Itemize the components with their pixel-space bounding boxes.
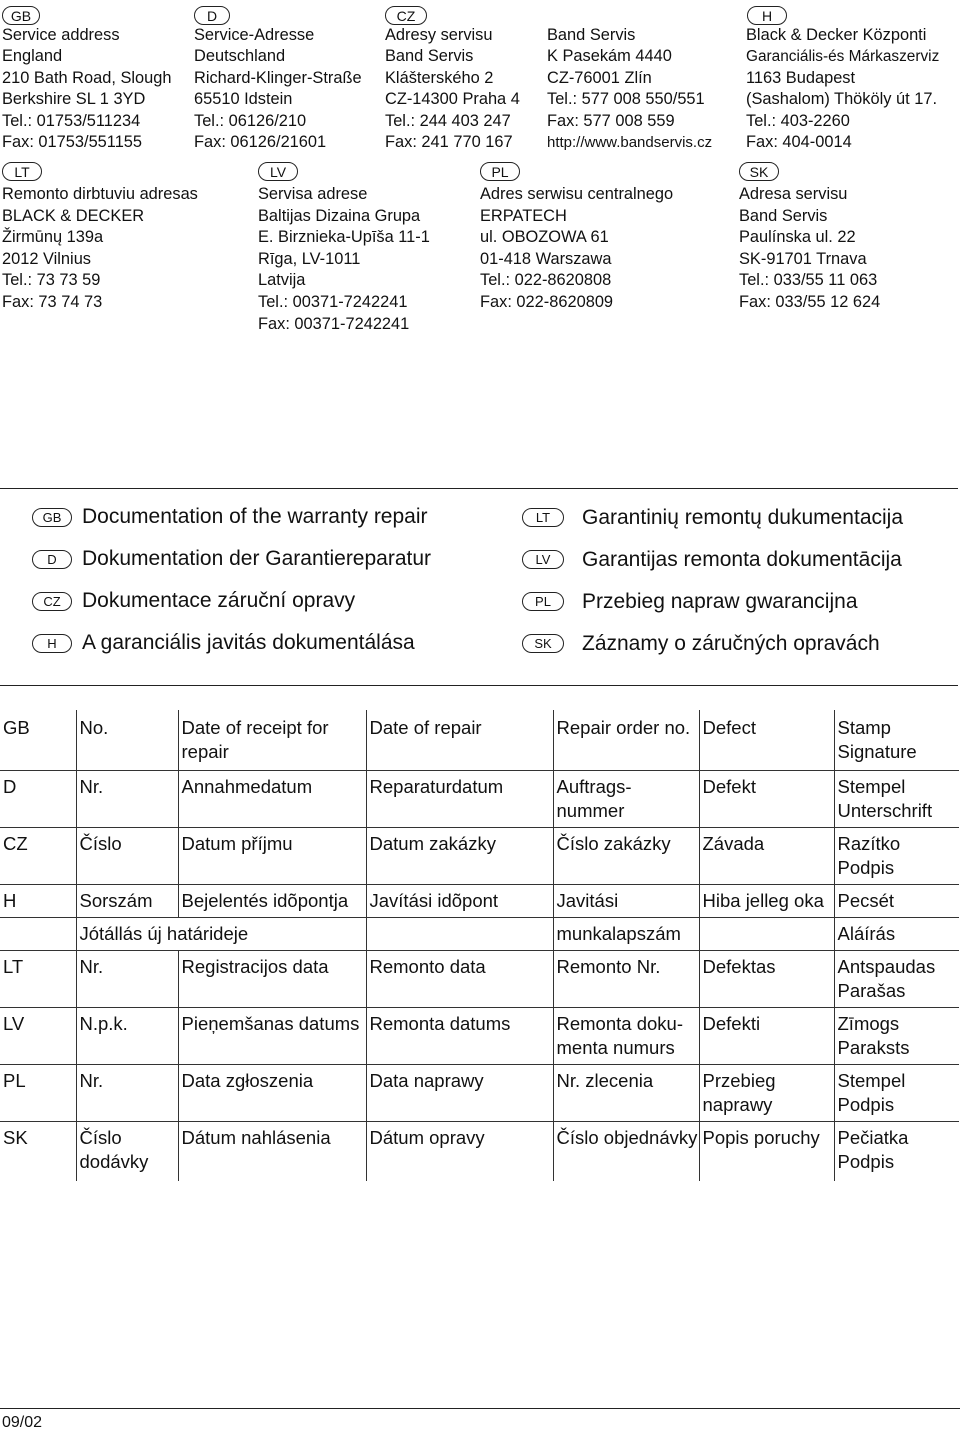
address-line: Latvija xyxy=(258,271,306,290)
defect-cell: Defekt xyxy=(699,770,834,827)
website-link: http://www.bandservis.cz xyxy=(547,133,713,151)
address-line: 210 Bath Road, Slough xyxy=(2,68,172,87)
address-line: Remonto dirbtuviu adresas xyxy=(2,185,198,203)
address-line: Service-Adresse xyxy=(194,26,315,44)
country-badge-sk: SK xyxy=(739,162,779,181)
defect-cell: Závada xyxy=(699,827,834,884)
country-badge-lt: LT xyxy=(522,508,564,527)
address-line: SK-91701 Trnava xyxy=(739,249,867,268)
number-cell: Jótállás új határideje xyxy=(76,917,366,950)
address-line: Deutschland xyxy=(194,47,286,66)
receipt-date-cell: Bejelentés idõpontja xyxy=(178,884,366,917)
defect-cell: Defect xyxy=(699,710,834,770)
number-cell: No. xyxy=(76,710,178,770)
doc-title-text: Garantinių remontų dukumentacija xyxy=(582,506,904,529)
address-line: Fax: 00371-7242241 xyxy=(258,314,410,333)
address-line: BLACK & DECKER xyxy=(2,206,145,225)
order-number-cell: Číslo zakázky xyxy=(553,827,699,884)
address-line: Paulínska ul. 22 xyxy=(739,228,856,247)
country-code-cell: GB xyxy=(0,710,76,770)
country-code-cell: SK xyxy=(3,1126,28,1148)
repair-date-cell: Datum zakázky xyxy=(366,827,553,884)
address-line: Fax: 01753/551155 xyxy=(2,132,143,151)
address-line: Fax: 577 008 559 xyxy=(547,111,675,130)
defect-cell: Przebieg naprawy xyxy=(699,1064,834,1121)
stamp-signature-cell: Pečiatka Podpis xyxy=(834,1121,959,1181)
order-number-cell: Repair order no. xyxy=(553,710,699,770)
stamp-signature-cell: Pecsét xyxy=(834,884,959,917)
address-line: E. Birznieka-Upīša 11-1 xyxy=(258,228,430,247)
receipt-date-cell: Pieņemšanas datums xyxy=(178,1007,366,1064)
address-line: K Pasekám 4440 xyxy=(547,47,672,66)
address-line: Tel.: 403-2260 xyxy=(746,111,850,130)
address-line: England xyxy=(2,47,63,66)
number-cell: Nr. xyxy=(76,770,178,827)
address-line: CZ-14300 Praha 4 xyxy=(385,90,520,109)
country-code-cell: LT xyxy=(0,950,76,1007)
defect-cell: Defektas xyxy=(699,950,834,1007)
number-cell: N.p.k. xyxy=(76,1007,178,1064)
address-line: Klášterského 2 xyxy=(385,68,494,87)
number-cell: Nr. xyxy=(76,1064,178,1121)
address-line: (Sashalom) Thököly út 17. xyxy=(746,90,938,109)
table-row xyxy=(0,950,959,1007)
address-line: Žirmūnų 139a xyxy=(2,228,104,247)
table-row xyxy=(0,770,959,827)
address-line: Servisa adrese xyxy=(258,185,368,203)
table-row xyxy=(0,1121,959,1181)
address-line: Fax: 06126/21601 xyxy=(194,132,327,151)
address-line: Tel.: 06126/210 xyxy=(194,111,307,130)
table-row xyxy=(0,710,959,770)
address-line: ul. OBOZOWA 61 xyxy=(480,228,609,247)
address-line: Tel.: 244 403 247 xyxy=(385,111,511,130)
repair-date-cell: Remonta datums xyxy=(366,1007,553,1064)
receipt-date-cell: Annahmedatum xyxy=(178,770,366,827)
doc-title-text: Przebieg napraw gwarancijna xyxy=(582,590,858,613)
country-code-cell: D xyxy=(0,770,76,827)
repair-date-cell: Reparaturdatum xyxy=(366,770,553,827)
doc-title-text: Záznamy o záručných opravách xyxy=(582,632,880,655)
repair-date-cell: Remonto data xyxy=(366,950,553,1007)
country-badge-h: H xyxy=(32,634,72,653)
address-line: 1163 Budapest xyxy=(746,68,856,87)
address-line: Tel.: 577 008 550/551 xyxy=(547,90,705,109)
address-line: Adres serwisu centralnego xyxy=(480,185,674,203)
address-line: Band Servis xyxy=(385,47,474,66)
address-line: Fax: 404-0014 xyxy=(746,132,852,151)
stamp-signature-cell: Razítko Podpis xyxy=(834,827,959,884)
number-cell: Sorszám xyxy=(76,884,178,917)
receipt-date-cell: Data zgłoszenia xyxy=(178,1064,366,1121)
table-row xyxy=(0,884,959,917)
number-cell: Nr. xyxy=(76,950,178,1007)
country-badge-cz: CZ xyxy=(385,6,427,25)
country-code-cell xyxy=(0,917,76,950)
defect-cell: Hiba jelleg oka xyxy=(699,884,834,917)
address-line: Band Servis xyxy=(739,206,828,225)
number-cell: Číslo xyxy=(76,827,178,884)
defect-cell: Popis poruchy xyxy=(699,1121,834,1181)
address-line: ERPATECH xyxy=(480,206,567,225)
address-line: Garanciális-és Márkaszerviz xyxy=(746,48,940,66)
order-number-cell: Auftrags-nummer xyxy=(553,770,699,827)
order-number-cell: Číslo objednávky xyxy=(553,1121,699,1181)
page-footer xyxy=(0,1408,960,1436)
warranty-repair-table xyxy=(0,710,959,1181)
country-badge-lt: LT xyxy=(2,162,42,181)
table-row xyxy=(0,1007,959,1064)
number-cell: Číslo dodávky xyxy=(76,1121,178,1181)
stamp-signature-cell: Stempel Unterschrift xyxy=(834,770,959,827)
address-line: Tel.: 033/55 11 063 xyxy=(739,271,878,290)
country-badge-d: D xyxy=(32,550,72,569)
doc-title-text: Documentation of the warranty repair xyxy=(82,505,428,528)
country-badge-d: D xyxy=(194,6,230,25)
country-code-cell: CZ xyxy=(0,827,76,884)
order-number-cell: Nr. zlecenia xyxy=(553,1064,699,1121)
address-line: Tel.: 00371-7242241 xyxy=(258,292,408,311)
doc-title-text: Dokumentace záruční opravy xyxy=(82,589,356,612)
repair-date-cell xyxy=(366,917,553,950)
stamp-signature-cell: Aláírás xyxy=(834,917,959,950)
address-line: Fax: 022-8620809 xyxy=(480,292,614,311)
table-row xyxy=(0,917,959,950)
doc-title-text: Garantijas remonta dokumentācija xyxy=(582,548,902,571)
doc-title-text: Dokumentation der Garantiereparatur xyxy=(82,547,432,570)
country-badge-pl: PL xyxy=(480,162,520,181)
address-line: Richard-Klinger-Straße xyxy=(194,68,362,87)
address-line: Band Servis xyxy=(547,26,636,44)
address-line: Berkshire SL 1 3YD xyxy=(2,90,146,109)
address-line: Tel.: 01753/511234 xyxy=(2,111,141,130)
country-badge-sk: SK xyxy=(522,634,564,653)
order-number-cell: Remonto Nr. xyxy=(553,950,699,1007)
stamp-signature-cell: Zīmogs Paraksts xyxy=(834,1007,959,1064)
stamp-signature-cell: Antspaudas Parašas xyxy=(834,950,959,1007)
country-badge-cz: CZ xyxy=(32,592,72,611)
country-badge-pl: PL xyxy=(522,592,564,611)
stamp-signature-cell: Stempel Podpis xyxy=(834,1064,959,1121)
address-line: Adresy servisu xyxy=(385,26,493,44)
address-line: Tel.: 73 73 59 xyxy=(2,271,101,290)
address-line: Adresa servisu xyxy=(739,185,848,203)
defect-cell xyxy=(699,917,834,950)
repair-date-cell: Dátum opravy xyxy=(366,1121,553,1181)
address-line: 01-418 Warszawa xyxy=(480,249,612,268)
receipt-date-cell: Dátum nahlásenia xyxy=(178,1121,366,1181)
repair-date-cell: Data naprawy xyxy=(366,1064,553,1121)
address-line: Fax: 73 74 73 xyxy=(2,292,103,311)
address-line: Fax: 241 770 167 xyxy=(385,132,513,151)
repair-date-cell: Javítási idõpont xyxy=(366,884,553,917)
order-number-cell: Remonta doku-menta numurs xyxy=(553,1007,699,1064)
address-line: Rīga, LV-1011 xyxy=(258,249,361,268)
country-badge-gb: GB xyxy=(32,508,72,527)
country-badge-gb: GB xyxy=(2,6,40,25)
defect-cell: Defekti xyxy=(699,1007,834,1064)
order-number-cell: munkalapszám xyxy=(553,917,699,950)
receipt-date-cell: Date of receipt for repair xyxy=(178,710,366,770)
address-line: Baltijas Dizaina Grupa xyxy=(258,206,421,225)
country-badge-lv: LV xyxy=(258,162,298,181)
country-code-cell: H xyxy=(0,884,76,917)
order-number-cell: Javitási xyxy=(553,884,699,917)
receipt-date-cell: Registracijos data xyxy=(178,950,366,1007)
address-line: 65510 Idstein xyxy=(194,90,293,109)
doc-title-text: A garanciális javitás dokumentálása xyxy=(82,631,415,654)
country-code-cell: PL xyxy=(0,1064,76,1121)
country-badge-lv: LV xyxy=(522,550,564,569)
date-code: 09/02 xyxy=(2,1414,43,1431)
stamp-signature-cell: Stamp Signature xyxy=(834,710,959,770)
table-row xyxy=(0,1064,959,1121)
repair-date-cell: Date of repair xyxy=(366,710,553,770)
country-badge-h: H xyxy=(747,6,787,25)
address-line: 2012 Vilnius xyxy=(2,249,92,268)
address-line: Service address xyxy=(2,26,120,44)
address-line: Tel.: 022-8620808 xyxy=(480,271,612,290)
table-row xyxy=(0,827,959,884)
address-line: CZ-76001 Zlín xyxy=(547,68,652,87)
country-code-cell: LV xyxy=(0,1007,76,1064)
address-line: Fax: 033/55 12 624 xyxy=(739,292,881,311)
receipt-date-cell: Datum příjmu xyxy=(178,827,366,884)
address-line: Black & Decker Központi xyxy=(746,26,927,44)
